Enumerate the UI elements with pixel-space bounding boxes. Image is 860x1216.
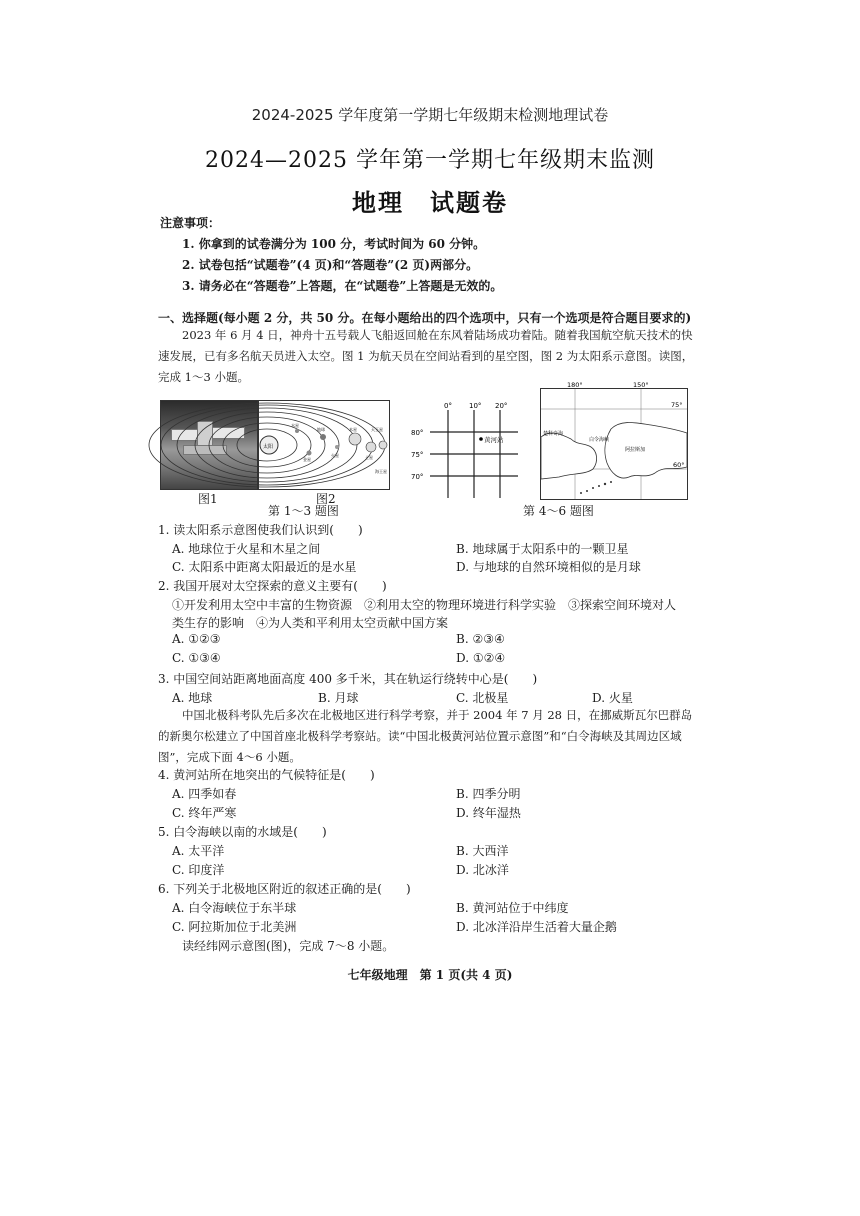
fig2-label: 图2 xyxy=(316,492,336,506)
lon-label: 0° xyxy=(444,402,452,410)
map-place: 阿拉斯加 xyxy=(625,447,646,453)
document-title: 2024-2025 学年度第一学期七年级期末检测地理试卷 xyxy=(251,106,609,124)
option[interactable]: D. 终年湿热 xyxy=(456,806,521,820)
station-dot xyxy=(479,437,483,441)
question-6: 6. 下列关于北极地区附近的叙述正确的是( ) xyxy=(158,882,411,896)
question-3: 3. 中国空间站距离地面高度 400 多千米，其在轨运行绕转中心是( ) xyxy=(158,672,538,686)
station-label: 黄河站 xyxy=(484,436,504,444)
option[interactable]: A. 白令海峡位于东半球 xyxy=(172,901,297,915)
solar-label: 木星 xyxy=(349,427,357,432)
question-2: 2. 我国开展对太空探索的意义主要有( ) xyxy=(158,579,387,593)
question-1: 1. 读太阳系示意图使我们认识到( ) xyxy=(158,523,363,537)
option[interactable]: C. 印度洋 xyxy=(172,863,225,877)
option[interactable]: D. 火星 xyxy=(592,691,633,705)
question-4: 4. 黄河站所在地突出的气候特征是( ) xyxy=(158,768,375,782)
question-2-line: ①开发利用太空中丰富的生物资源 ②利用太空的物理环境进行科学实验 ③探索空间环境对人 xyxy=(172,598,677,612)
caption-q4-6: 第 4～6 题图 xyxy=(523,504,594,518)
option[interactable]: C. ①③④ xyxy=(172,651,221,665)
caption-q1-3: 第 1～3 题图 xyxy=(268,504,339,518)
option[interactable]: C. 终年严寒 xyxy=(172,806,237,820)
option[interactable]: A. 地球位于火星和木星之间 xyxy=(172,542,321,556)
intro-paragraph-2: 中国北极科考队先后多次在北极地区进行科学考察，并于 2004 年 7 月 28 日，在挪威斯瓦尔巴群岛的新奥尔松建立了中国首座北极科学考察站。读“中国北极黄河站位置示意图”和“白令海峡及其周边区域图”，完成下面 4～6 小题。 xyxy=(158,708,693,764)
solar-label: 太阳 xyxy=(263,444,274,450)
lat-label: 70° xyxy=(411,473,424,481)
notes-title: 注意事项： xyxy=(160,216,221,230)
solar-label: 土星 xyxy=(365,455,373,460)
option[interactable]: C. 阿拉斯加位于北美洲 xyxy=(172,920,297,934)
solar-label: 地球 xyxy=(317,427,325,432)
fig1-label: 图1 xyxy=(198,492,218,506)
map-lon-label: 180° xyxy=(567,381,583,389)
note-item: 2. 试卷包括“试题卷”(4 页)和“答题卷”(2 页)两部分。 xyxy=(182,258,479,272)
solar-label: 天王星 xyxy=(371,427,383,432)
lat-label: 75° xyxy=(411,451,424,459)
option[interactable]: A. 地球 xyxy=(172,691,213,705)
intro-paragraph: 2023 年 6 月 4 日，神舟十五号载人飞船返回舱在东风着陆场成功着陆。随着我国航空航天技术的快速发展，已有多名航天员进入太空。图 1 为航天员在空间站看到的星空图，图 2 为太阳系示意图。读图，完成 1～3 小题。 xyxy=(158,328,694,384)
option[interactable]: D. 与地球的自然环境相似的是月球 xyxy=(456,560,641,574)
lon-label: 20° xyxy=(495,402,508,410)
lon-label: 10° xyxy=(469,402,482,410)
solar-system-diagram xyxy=(258,400,390,490)
option[interactable]: C. 北极星 xyxy=(456,691,509,705)
map-place: 楚科奇海 xyxy=(543,431,564,437)
question-5: 5. 白令海峡以南的水域是( ) xyxy=(158,825,327,839)
exam-title: 2024—2025 学年第一学期七年级期末监测 xyxy=(205,148,655,173)
map-place: 白令海峡 xyxy=(589,437,610,443)
option[interactable]: A. ①②③ xyxy=(172,632,221,646)
solar-label: 火星 xyxy=(331,453,339,458)
section-title: 一、选择题(每小题 2 分，共 50 分。在每小题给出的四个选项中，只有一个选项是符合题目要求的) xyxy=(158,311,692,325)
question-2-line: 类生存的影响 ④为人类和平利用太空贡献中国方案 xyxy=(172,616,449,630)
exam-subtitle: 地理 试题卷 xyxy=(352,188,508,217)
map-lat-label: 75° xyxy=(671,401,683,409)
option[interactable]: B. 大西洋 xyxy=(456,844,509,858)
lat-label: 80° xyxy=(411,429,424,437)
option[interactable]: B. ②③④ xyxy=(456,632,505,646)
map-lon-label: 150° xyxy=(633,381,649,389)
solar-label: 海王星 xyxy=(375,469,387,474)
option[interactable]: A. 四季如春 xyxy=(172,787,237,801)
option[interactable]: C. 太阳系中距离太阳最近的是水星 xyxy=(172,560,357,574)
huanghe-station-grid xyxy=(408,398,518,500)
option[interactable]: D. 北冰洋 xyxy=(456,863,509,877)
option[interactable]: B. 黄河站位于中纬度 xyxy=(456,901,569,915)
bering-strait-map xyxy=(540,381,688,500)
note-item: 1. 你拿到的试卷满分为 100 分，考试时间为 60 分钟。 xyxy=(182,237,486,251)
option[interactable]: D. 北冰洋沿岸生活着大量企鹅 xyxy=(456,920,617,934)
option[interactable]: D. ①②④ xyxy=(456,651,506,665)
solar-label: 金星 xyxy=(303,457,311,462)
intro-paragraph-3: 读经纬网示意图(图)，完成 7～8 小题。 xyxy=(182,939,395,953)
solar-label: 水星 xyxy=(291,423,299,428)
note-item: 3. 请务必在“答题卷”上答题，在“试题卷”上答题是无效的。 xyxy=(182,279,503,293)
option[interactable]: B. 月球 xyxy=(318,691,359,705)
option[interactable]: A. 太平洋 xyxy=(172,844,225,858)
map-lat-label: 60° xyxy=(673,461,685,469)
option[interactable]: B. 地球属于太阳系中的一颗卫星 xyxy=(456,542,629,556)
option[interactable]: B. 四季分明 xyxy=(456,787,521,801)
page-footer: 七年级地理 第 1 页(共 4 页) xyxy=(347,968,513,982)
